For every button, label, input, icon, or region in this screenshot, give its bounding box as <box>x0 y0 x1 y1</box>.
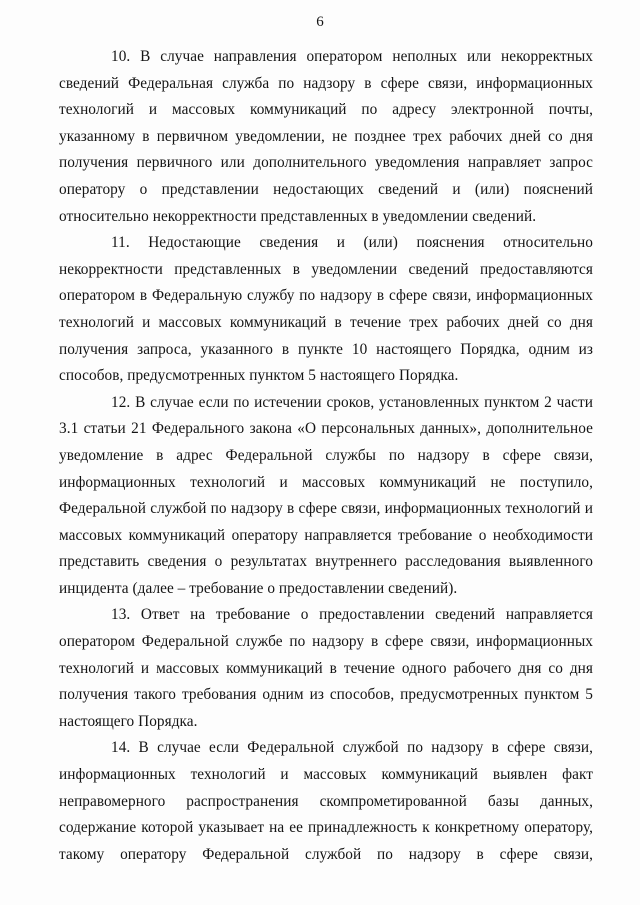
document-body <box>59 44 593 868</box>
page-number: 6 <box>316 14 324 30</box>
paragraph-12: 12. В случае если по истечении сроков, установленных пунктом 2 части 3.1 статьи 21 Федерального закона «О персональных данных», дополнительное уведомление в адрес Федеральной службы по надзору в сфере связи, информационных технологий и массовых коммуникаций не поступило, Федеральной службой по надзору в сфере связи, информационных технологий и массовых коммуникаций оператору направляется требование о необходимости представить сведения о результатах внутреннего расследования выявленного инцидента (далее – требование о предоставлении сведений). <box>59 393 593 597</box>
paragraph-14: 14. В случае если Федеральной службой по надзору в сфере связи, информационных технологий и массовых коммуникаций выявлен факт неправомерного распространения скомпрометированной базы данных, содержание которой указывает на ее принадлежность к конкретному оператору, такому оператору Федеральной службой по надзору в сфере связи, <box>59 739 593 863</box>
paragraph-11: 11. Недостающие сведения и (или) пояснения относительно некорректности представленных в уведомлении сведений предоставляются оператором в Федеральную службу по надзору в сфере связи, информационных технологий и массовых коммуникаций в течение трех рабочих дней со дня получения запроса, указанного в пункте 10 настоящего Порядка, одним из способов, предусмотренных пунктом 5 настоящего Порядка. <box>59 234 593 385</box>
paragraph-10: 10. В случае направления оператором неполных или некорректных сведений Федеральная служба по надзору в сфере связи, информационных технологий и массовых коммуникаций по адресу электронной почты, указанному в первичном уведомлении, не позднее трех рабочих дней со дня получения первичного или дополнительного уведомления направляет запрос оператору о представлении недостающих сведений и (или) пояснений относительно некорректности представленных в уведомлении сведений. <box>59 48 593 225</box>
paragraph-13: 13. Ответ на требование о предоставлении сведений направляется оператором Федеральной службе по надзору в сфере связи, информационных технологий и массовых коммуникаций в течение одного рабочего дня со дня получения такого требования одним из способов, предусмотренных пунктом 5 настоящего Порядка. <box>59 606 593 730</box>
